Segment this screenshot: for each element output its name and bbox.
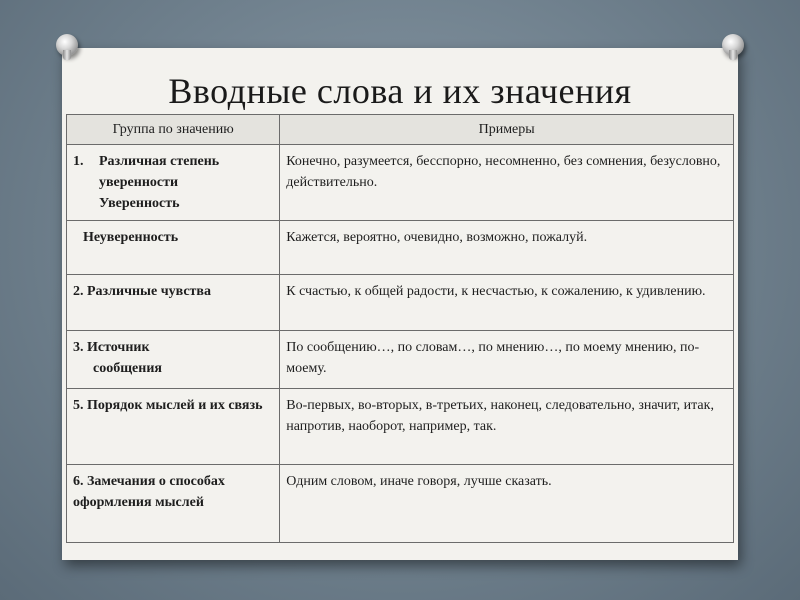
group-label-continued: сообщения: [93, 361, 162, 376]
slide-card: [62, 48, 738, 560]
group-label: 3. Источник: [73, 340, 150, 355]
group-label: Различная степень: [99, 154, 220, 169]
pushpin-icon: [56, 34, 78, 56]
examples-cell: Одним словом, иначе говоря, лучше сказать.: [280, 465, 734, 543]
group-sublabel: Уверенность: [99, 196, 180, 211]
examples-cell: Кажется, вероятно, очевидно, возможно, пожалуй.: [280, 221, 734, 275]
examples-cell: Конечно, разумеется, бесспорно, несомненно, без сомнения, безусловно, действительно.: [280, 145, 734, 221]
examples-cell: Во-первых, во-вторых, в-третьих, наконец, следовательно, значит, итак, напротив, наоборот, например, так.: [280, 389, 734, 465]
pushpin-icon: [722, 34, 744, 56]
group-cell: 6. Замечания о способах оформления мыслей: [67, 465, 280, 543]
header-group: Группа по значению: [67, 115, 280, 145]
table-header-row: [67, 115, 734, 145]
group-cell: [67, 331, 280, 389]
intro-words-table: [66, 114, 734, 543]
table-row: [67, 389, 734, 465]
table-row: [67, 331, 734, 389]
group-cell: [67, 145, 280, 221]
header-examples: Примеры: [280, 115, 734, 145]
slide-title: Вводные слова и их значения: [168, 71, 632, 111]
group-label-continued: уверенности: [99, 175, 179, 190]
group-label: Неуверенность: [83, 230, 179, 245]
table-row: [67, 145, 734, 221]
table-row: [67, 221, 734, 275]
table-row: [67, 275, 734, 331]
examples-cell: К счастью, к общей радости, к несчастью, к сожалению, к удивлению.: [280, 275, 734, 331]
row-number: 1.: [73, 154, 84, 169]
examples-cell: По сообщению…, по словам…, по мнению…, по моему мнению, по-моему.: [280, 331, 734, 389]
group-cell: [67, 221, 280, 275]
group-cell: 5. Порядок мыслей и их связь: [67, 389, 280, 465]
table-row: [67, 465, 734, 543]
group-cell: 2. Различные чувства: [67, 275, 280, 331]
